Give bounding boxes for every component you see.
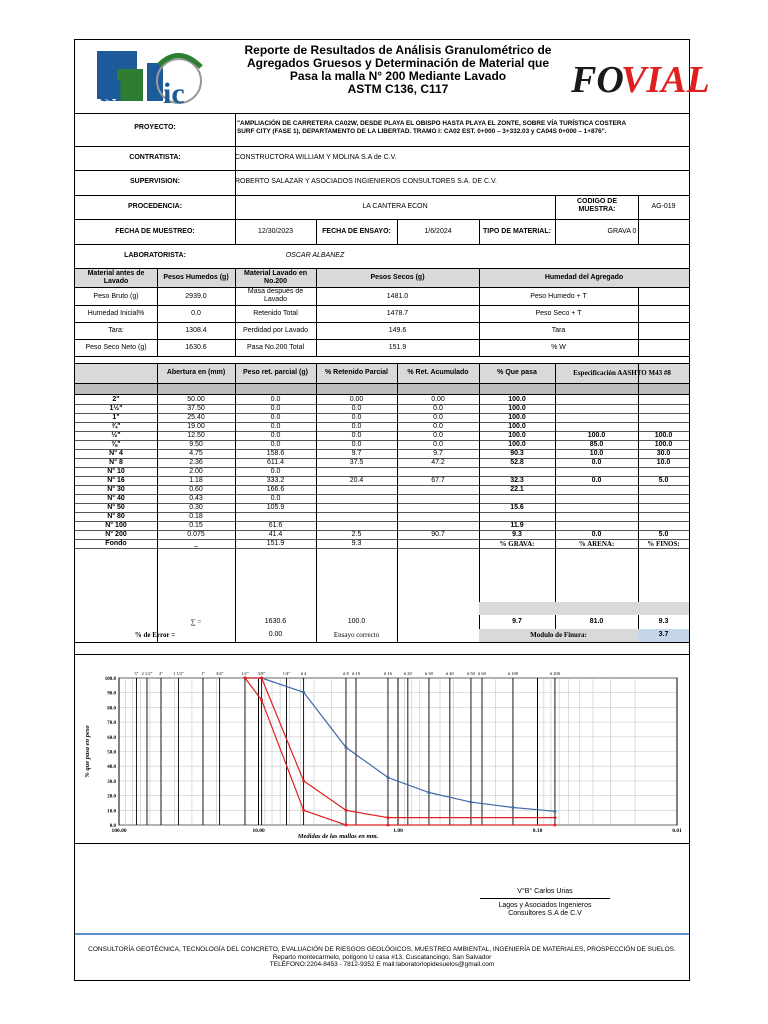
grading-cell: 0.0 (270, 414, 281, 421)
chart-x-tick-label: 0.10 (532, 828, 543, 834)
grading-cell: 158.6 (266, 450, 285, 457)
grading-cell: 0.0 (270, 495, 281, 502)
grading-cell: 0.30 (189, 504, 203, 511)
chart-y-tick-label: 10.0 (107, 809, 116, 815)
weights-cell: 151.9 (388, 344, 407, 351)
grading-cell: 0.0 (270, 396, 281, 403)
grading-cell: 611.4 (267, 459, 284, 466)
signature-line2: Consultores S.A de C.V (508, 910, 582, 917)
grading-cell: 0.0 (270, 441, 281, 448)
grading-cell: 0.0 (433, 432, 443, 439)
chart-point (386, 824, 389, 827)
weights-cell: 1630.6 (185, 344, 207, 351)
weights-cell: Pasa No.200 Total (246, 344, 305, 351)
chart-point (386, 816, 389, 819)
grading-cell: 12.50 (187, 432, 205, 439)
chart-sieve-label: 3/4" (215, 671, 224, 676)
fecha-muestreo-value: 12/30/2023 (257, 228, 294, 235)
chart-x-tick-label: 1.00 (393, 828, 403, 834)
chart-y-tick-label: 60.0 (107, 735, 116, 741)
chart-point (344, 746, 347, 749)
chart-sieve-label: # 60 (478, 671, 486, 676)
grading-cell: N° 40 (107, 495, 125, 502)
weights-cell: Tara: (108, 327, 124, 334)
weights-cell: Peso Bruto (g) (93, 293, 139, 300)
grading-cell: ½" (111, 432, 121, 439)
chart-sieve-label: # 10 (352, 671, 360, 676)
grading-cell: 11.9 (510, 522, 524, 529)
weights-cell: 0.0 (191, 310, 201, 317)
weights-cell: 1308.4 (185, 327, 207, 334)
grading-cell: 0.0 (591, 459, 602, 466)
grading-cell: 0.0 (433, 423, 443, 430)
grading-header-q: % Que pasa (497, 369, 537, 376)
supervision-label: SUPERVISION: (129, 178, 181, 185)
grading-cell: 0.00 (349, 396, 364, 403)
grading-cell: 41.4 (268, 531, 283, 538)
laboratorista-label: LABORATORISTA: (124, 252, 186, 259)
grading-cell: 61.6 (268, 522, 283, 529)
chart-point (469, 801, 472, 804)
grading-cell: ¾" (111, 423, 121, 430)
grading-cell: 67.7 (431, 477, 445, 484)
grading-cell: 25.40 (187, 414, 205, 421)
chart-sieve-label: # 100 (507, 671, 518, 676)
report-header (75, 40, 710, 114)
weights-cell: Peso Seco + T (535, 310, 582, 317)
grading-cell: 100.0 (654, 441, 673, 448)
grading-cell: 100.0 (508, 405, 526, 412)
grading-cell: Fondo (105, 540, 127, 547)
supervision-value: ROBERTO SALAZAR Y ASOCIADOS INGIENIEROS CONSULTORES S.A. DE C.V. (235, 178, 497, 185)
fecha-ensayo-label: FECHA DE ENSAYO: (322, 228, 391, 235)
grading-cell: 0.0 (591, 531, 602, 538)
codigo-label: CODIGO DE MUESTRA: (576, 198, 618, 213)
proyecto-value-1: "AMPLIACIÓN DE CARRETERA CA02W, DESDE PLAYA EL OBISPO HASTA PLAYA EL ZONTE, SOBRE VÍA TURÍSTICA COSTERA (237, 120, 627, 127)
weights-cell: 2939.0 (185, 293, 207, 300)
grading-cell: 100.0 (508, 432, 526, 439)
grading-cell: 0.0 (270, 468, 281, 475)
finos-value: 9.3 (658, 618, 669, 625)
grading-cell: N° 10 (107, 468, 125, 475)
chart-sieve-label: 1/4" (282, 671, 291, 676)
fecha-muestreo-label: FECHA DE MUESTREO: (115, 228, 195, 235)
chart-sieve-label: 3" (134, 671, 139, 676)
grava-value: 9.7 (512, 618, 522, 625)
arena-value: 81.0 (589, 618, 604, 625)
chart-sieve-label: 2" (158, 671, 164, 676)
grading-cell: 0.0 (351, 441, 362, 448)
chart-point (553, 810, 556, 813)
grading-cell: 0.0 (591, 477, 602, 484)
grading-cell: 5.0 (658, 531, 669, 538)
chart-y-tick-label: 70.0 (107, 721, 116, 727)
chart-x-tick-label: 0.01 (672, 828, 682, 834)
codigo-value: AG-019 (651, 203, 676, 210)
tipo-label: TIPO DE MATERIAL: (483, 228, 551, 235)
grading-cell: 0.00 (431, 396, 445, 403)
weights-header-material: Material antes de Lavado (87, 270, 145, 285)
svg-text:VIAL: VIAL (621, 59, 710, 101)
grading-cell: 20.4 (349, 477, 364, 484)
grading-cell: 2.36 (189, 459, 203, 466)
grading-cell: 151.9 (266, 540, 285, 547)
chart-point (344, 809, 347, 812)
modulo-label: Modulo de Finura: (530, 631, 587, 639)
grading-header-spec: Especificación AASHTO M43 #8 (573, 369, 671, 377)
chart-y-tick-label: 0.0 (109, 824, 116, 829)
grading-cell: 5.0 (658, 477, 669, 484)
contratista-label: CONTRATISTA: (129, 154, 181, 161)
laboratorista-value: OSCAR ALBANEZ (285, 252, 345, 259)
grading-cell: N° 200 (105, 531, 127, 538)
grading-cell: 50.00 (187, 396, 205, 403)
chart-y-tick-label: 20.0 (107, 794, 116, 800)
report-sheet (74, 39, 710, 981)
grading-cell: 15.6 (510, 504, 524, 511)
grading-cell: 0.075 (187, 531, 205, 538)
proyecto-value-2: SURF CITY (FASE 1), DEPARTAMENTO DE LA LIBERTAD. TRAMO I: CA02 EST. 0+000 – 3+332.03 y CA04S 0+000 – 1+876". (237, 128, 607, 135)
grading-cell: 0.0 (270, 432, 281, 439)
chart-sieve-label: 2 1/2" (141, 671, 153, 676)
grading-cell: 0.0 (270, 423, 281, 430)
contratista-value: CONSTRUCTORA WILLIAM Y MOLINA S.A de C.V. (235, 154, 397, 161)
grading-cell: 0.0 (351, 414, 362, 421)
grading-cell: _ (194, 540, 198, 547)
chart-point (553, 816, 556, 819)
grading-cell: 22.1 (510, 486, 524, 493)
grading-cell: 0.0 (351, 405, 362, 412)
grading-cell: 90.7 (431, 531, 445, 538)
grading-cell: 30.0 (656, 450, 671, 457)
chart-sieve-label: # 20 (403, 671, 412, 676)
grading-header-rp: % Retenido Parcial (324, 369, 389, 376)
chart-sieve-label: # 8 (343, 671, 349, 676)
chart-point (243, 677, 246, 680)
grading-cell: N° 30 (107, 486, 125, 493)
footer-services: CONSULTORÍA GEOTÉCNICA, TECNOLOGÍA DEL CONCRETO, EVALUACIÓN DE RIESGOS GEOLÓGICOS, MUESTREO AMBIENTAL, INGENIERÍA DE MATERIALES, PROSPECCIÓN DE SUELOS. (88, 946, 676, 953)
grading-header-peso: Peso ret. parcial (g) (243, 369, 308, 376)
grading-cell: 0.15 (189, 522, 203, 529)
grading-cell: N° 4 (109, 450, 123, 457)
chart-point (511, 806, 514, 809)
chart-point (344, 824, 347, 827)
grading-cell: % ARENA: (578, 540, 615, 548)
grading-cell: 333.2 (266, 477, 285, 484)
sum-label: ∑ = (190, 618, 202, 626)
grading-header-abertura: Abertura en (mm) (166, 369, 226, 376)
grading-cell: 9.7 (351, 450, 362, 457)
grading-cell: 100.0 (654, 432, 673, 439)
grading-cell: 0.0 (433, 414, 443, 421)
chart-point (302, 779, 305, 782)
weights-cell: 1478.7 (386, 310, 409, 317)
grading-header-ra: % Ret. Acumulado (407, 369, 469, 376)
weights-cell: Masa después de Lavado (247, 288, 304, 303)
granulometric-chart (75, 628, 689, 843)
grading-cell: 9.3 (512, 531, 522, 538)
grading-cell: 105.9 (266, 504, 285, 511)
chart-sieve-label: # 200 (549, 671, 560, 676)
weights-cell: % W (551, 344, 566, 351)
grading-cell: 9.7 (433, 450, 443, 457)
alic-logo (89, 45, 229, 110)
footer-contact: TELÉFONO:2204-8453 - 7812-9352 E mail:laboratoriopidesuelos@gmail.com (269, 961, 495, 968)
chart-y-tick-label: 40.0 (107, 765, 116, 771)
chart-sieve-label: 1" (200, 671, 206, 676)
grading-cell: 0.18 (189, 513, 203, 520)
weights-cell: Perdidad por Lavado (243, 327, 308, 334)
error-label: % de Error = (134, 631, 176, 639)
chart-sieve-label: # 4 (300, 671, 307, 676)
grading-cell: 1" (112, 414, 120, 421)
report-title: Reporte de Resultados de Análisis Granulométrico de Agregados Gruesos y Determinación de Material que Pasa la malla N° 200 Mediante Lavado ASTM C136, C117 (244, 43, 552, 96)
grading-cell: N° 100 (105, 522, 127, 529)
grading-cell: 9.50 (189, 441, 203, 448)
weights-cell: Tara (551, 327, 566, 334)
grading-cell: 0.0 (351, 423, 362, 430)
grading-cell: 90.3 (510, 450, 524, 457)
sum-rp: 100.0 (347, 618, 366, 625)
weights-cell: Retenido Total (253, 310, 298, 317)
chart-x-tick-label: 10.00 (252, 828, 265, 834)
grading-cell: 100.0 (508, 423, 526, 430)
weights-cell: 149.6 (388, 327, 407, 334)
ensayo-status: Ensayo correcto (333, 631, 380, 639)
grading-cell: 2.00 (189, 468, 203, 475)
grading-cell: N° 50 (107, 504, 125, 511)
grading-cell: 1.18 (189, 477, 203, 484)
grading-cell: 166.6 (266, 486, 285, 493)
grading-cell: 0.60 (189, 486, 203, 493)
grading-cell: 2.5 (351, 531, 362, 538)
chart-x-label: Medidas de las mallas en mm. (297, 833, 379, 840)
grading-cell: 0.43 (189, 495, 203, 502)
grading-cell: 37.50 (187, 405, 205, 412)
weights-header-lavado: Material Lavado en No.200 (243, 270, 308, 285)
grading-cell: 100.0 (508, 414, 526, 421)
chart-point (386, 776, 389, 779)
chart-x-tick-label: 100.00 (111, 828, 127, 834)
grading-cell: 0.0 (433, 441, 443, 448)
grading-cell: 10.0 (656, 459, 671, 466)
grading-cell: N° 16 (107, 477, 125, 484)
grading-cell: 0.0 (351, 432, 362, 439)
chart-sieve-label: 1 1/2" (172, 671, 184, 676)
grading-cell: 85.0 (589, 441, 604, 448)
chart-sieve-label: 1/2" (241, 671, 249, 676)
weights-header-secos: Pesos Secos (g) (370, 274, 425, 281)
chart-sieve-label: # 16 (384, 671, 392, 676)
grading-cell: 0.0 (270, 405, 281, 412)
chart-sieve-label: 3/8" (257, 671, 266, 676)
grading-cell: 47.2 (431, 459, 445, 466)
grading-cell: 0.0 (433, 405, 443, 412)
error-value: 0.00 (268, 631, 283, 638)
weights-cell: Humedad Inicial% (87, 310, 145, 317)
chart-y-tick-label: 80.0 (107, 706, 116, 712)
grading-cell: 2" (112, 396, 120, 403)
proyecto-label: PROYECTO: (134, 124, 176, 131)
grading-cell: % FINOS: (647, 540, 680, 548)
fovial-logo (569, 52, 710, 101)
svg-text:FO: FO (571, 59, 624, 101)
chart-sieve-label: # 40 (445, 671, 454, 676)
chart-point (260, 699, 263, 702)
grading-cell: 100.0 (508, 441, 526, 448)
grading-cell: % GRAVA: (499, 540, 535, 548)
grading-cell: 100.0 (587, 432, 606, 439)
fecha-ensayo-value: 1/6/2024 (424, 228, 452, 235)
grading-cell: 37.5 (349, 459, 364, 466)
procedencia-value: LA CANTERA ECON (362, 203, 428, 210)
chart-y-tick-label: 100.0 (104, 677, 116, 682)
chart-point (302, 691, 305, 694)
weights-header-humedad: Humedad del Agregado (544, 274, 624, 281)
modulo-value: 3.7 (658, 631, 669, 638)
grading-cell: 1½" (109, 405, 123, 412)
footer-address: Reparto montecarmelo, polígono U casa #13, Cuscatancingo, San Salvador (272, 954, 492, 961)
signature-line1: Lagos y Asociados Ingenieros (498, 902, 592, 909)
grading-cell: N° 8 (109, 459, 123, 466)
tipo-value: GRAVA 0 (607, 228, 637, 235)
procedencia-label: PROCEDENCIA: (127, 203, 183, 210)
chart-sieve-label: # 50 (467, 671, 475, 676)
chart-point (427, 791, 430, 794)
weights-cell: Peso Humedo + T (530, 293, 587, 300)
svg-text:ic: ic (163, 77, 185, 110)
grading-cell: N° 80 (107, 513, 125, 520)
weights-header-pesos-humedos: Pesos Humedos (g) (163, 274, 229, 281)
chart-point (260, 677, 263, 680)
grading-cell: 9.3 (351, 540, 362, 547)
grading-cell: 19.00 (187, 423, 205, 430)
chart-y-tick-label: 30.0 (107, 779, 116, 785)
chart-y-tick-label: 90.0 (107, 691, 116, 697)
sum-peso: 1630.6 (264, 618, 287, 625)
grading-cell: 4.75 (189, 450, 203, 457)
grading-cell: 32.3 (510, 477, 524, 484)
chart-sieve-label: # 30 (425, 671, 433, 676)
grading-cell: 52.8 (510, 459, 524, 466)
grading-cell: 100.0 (508, 396, 526, 403)
chart-point (553, 824, 556, 827)
grading-cell: ⅜" (111, 441, 121, 448)
chart-y-label: % que pasa en peso (84, 725, 91, 778)
weights-cell: 1481.0 (386, 293, 409, 300)
weights-cell: Peso Seco Neto (g) (85, 344, 147, 351)
signature-name: V°B° Carlos Urias (517, 888, 573, 895)
grading-cell: 10.0 (589, 450, 604, 457)
chart-y-tick-label: 50.0 (107, 750, 116, 756)
svg-text:al: al (99, 75, 123, 108)
chart-point (302, 809, 305, 812)
